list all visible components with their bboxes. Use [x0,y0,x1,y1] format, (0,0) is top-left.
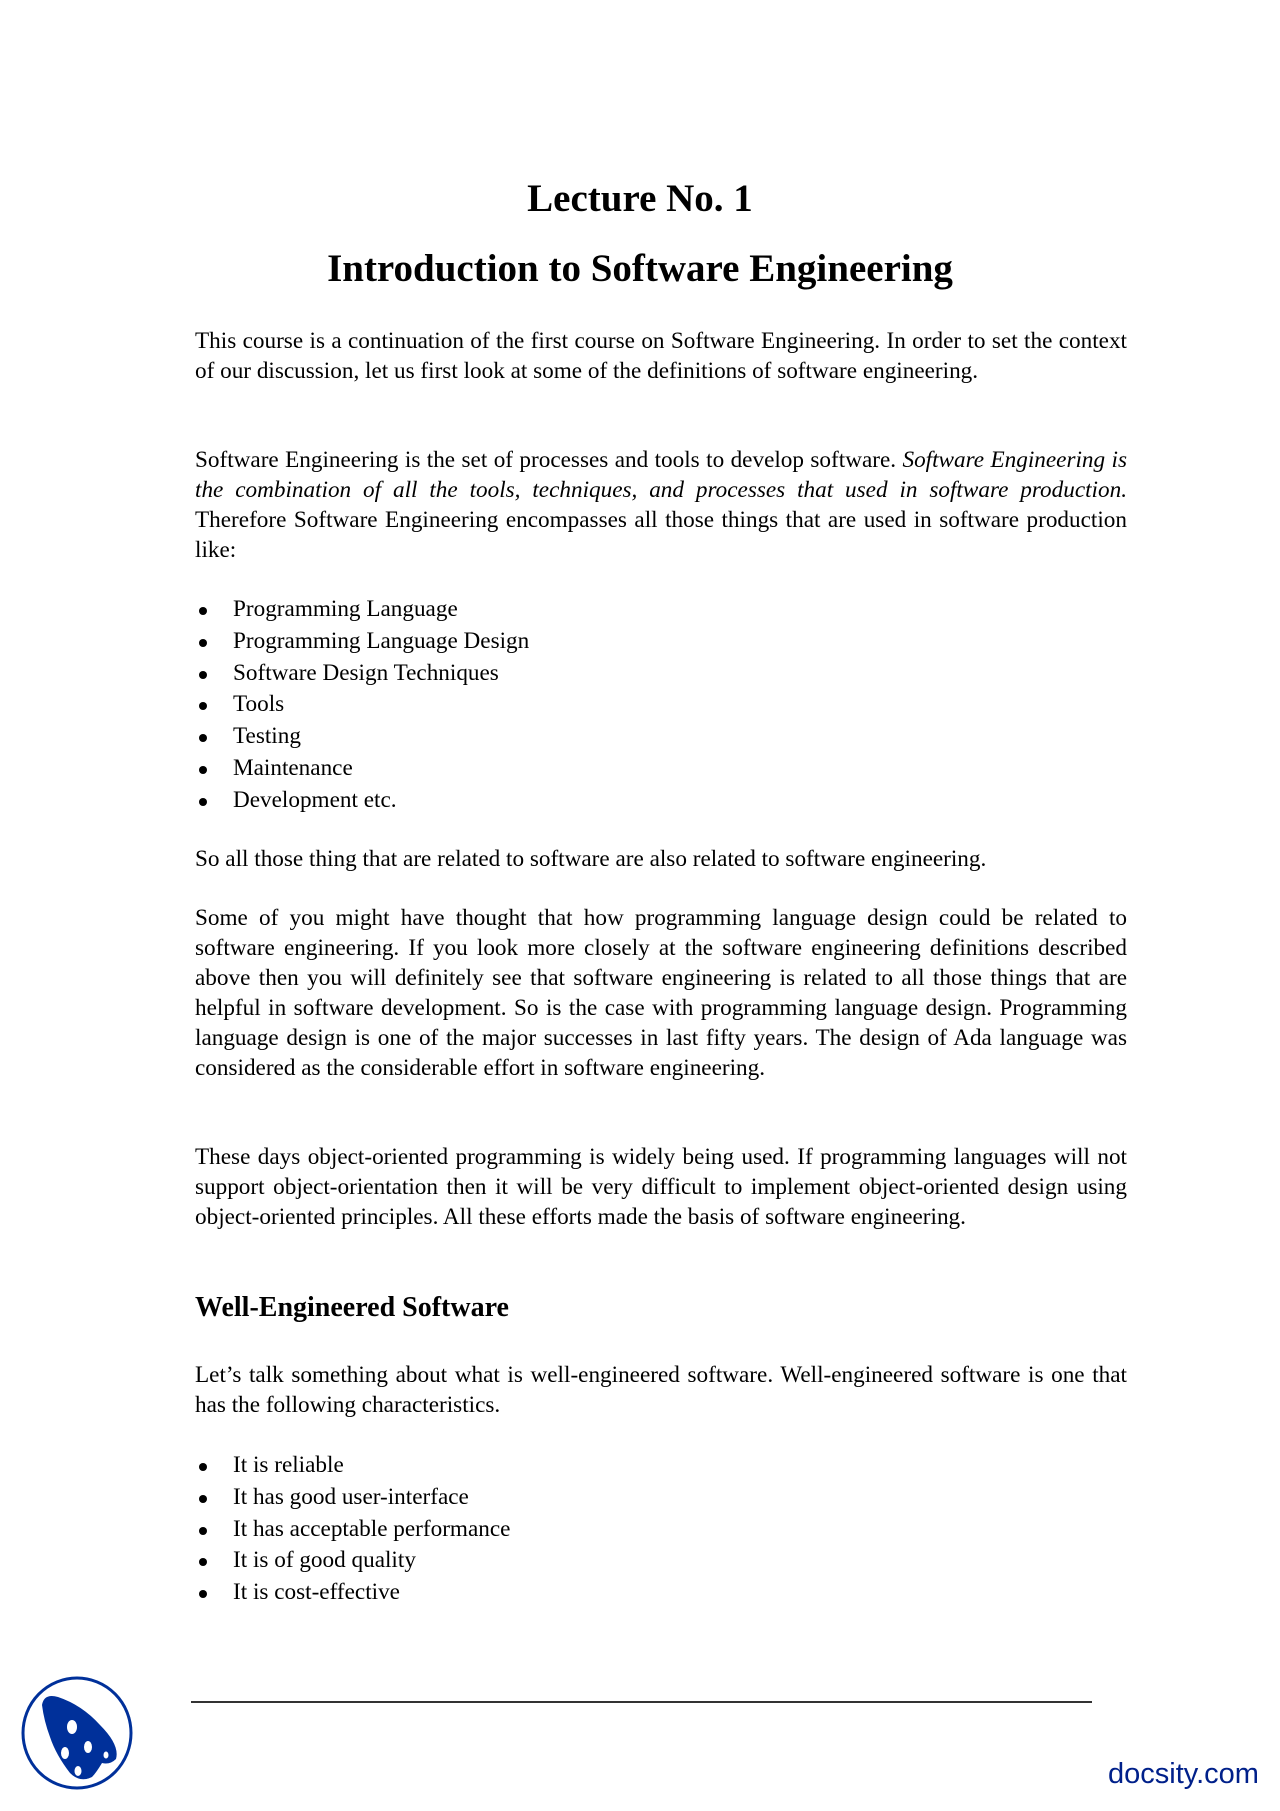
list-item: Development etc. [195,785,529,817]
list-item: It has acceptable performance [195,1514,510,1546]
list-item: It is reliable [195,1450,510,1482]
list-item: It has good user-interface [195,1482,510,1514]
paragraph-object-oriented: These days object-oriented programming is widely being used. If programming languages will not support object-orientation then it will be very difficult to implement object-oriented design using object-oriented principles. All these efforts made the basis of software engineering. [195,1144,1127,1230]
section-heading: Well-Engineered Software [195,1292,509,1323]
paragraph-language-design: Some of you might have thought that how programming language design could be related to software engineering. If you look more closely at the software engineering definitions described above then you will definitely see that software engineering is related to all those things that are helpful in software development. So is the case with programming language design. Programming language design is one of the major successes in last fifty years. The design of Ada language was considered as the considerable effort in software engineering. [195,905,1127,1081]
characteristics-list [195,1450,510,1609]
list-item: Software Design Techniques [195,658,529,690]
paragraph-definition [195,446,1127,566]
definition-text: Software Engineering is the set of processes and tools to develop software. [195,447,903,473]
list-item: It is cost-effective [195,1577,510,1609]
page-title: Lecture No. 1 [527,177,753,220]
list-item: It is of good quality [195,1545,510,1577]
definition-italic: Software Engineering is the combination of all the tools, techniques, and processes that used in software production. [195,447,1127,503]
software-things-list [195,594,529,817]
paragraph-well-engineered: Let’s talk something about what is well-engineered software. Well-engineered software is one that has the following characteristics. [195,1362,1127,1418]
list-item: Testing [195,721,529,753]
docsity-logo-icon [20,1675,136,1791]
footer-divider [191,1701,1092,1703]
paragraph-intro: This course is a continuation of the first course on Software Engineering. In order to set the context of our discussion, let us first look at some of the definitions of software engineering. [195,328,1127,384]
list-item: Programming Language Design [195,626,529,658]
list-item: Tools [195,689,529,721]
paragraph-related: So all those thing that are related to software are also related to software engineering. [195,846,987,872]
list-item: Programming Language [195,594,529,626]
page-subtitle: Introduction to Software Engineering [327,247,953,290]
docsity-brand-link[interactable]: docsity.com [1108,1758,1259,1790]
definition-text-end: Therefore Software Engineering encompasses all those things that are used in software production like: [195,506,1127,563]
list-item: Maintenance [195,753,529,785]
